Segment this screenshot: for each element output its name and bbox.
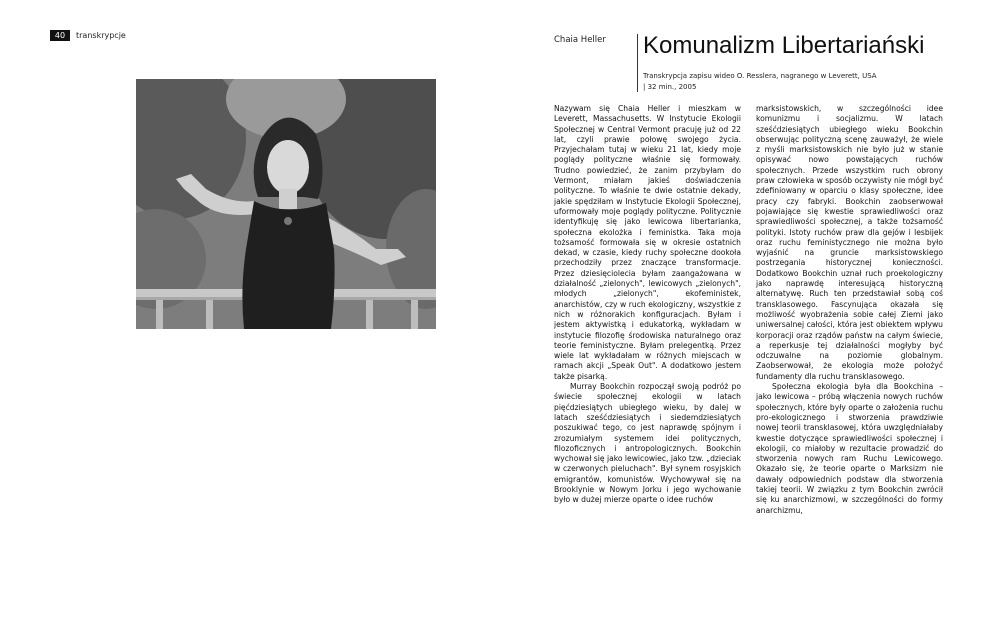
- subtitle-line: Transkrypcja zapisu wideo O. Resslera, nagranego w Leverett, USA: [643, 72, 877, 80]
- title-divider: [637, 34, 638, 92]
- article-author: Chaia Heller: [554, 35, 606, 45]
- article-subtitle: [643, 71, 877, 93]
- page-number: 40: [50, 30, 70, 41]
- portrait-photo: [136, 79, 436, 329]
- paragraph: Społeczna ekologia była dla Bookchina – jako lewicowa – próbą włączenia nowych ruchów społecznych, które były oparte o założenia ruchu pro-ekologicznego i stworzenia prawdziwie nowej teorii transklasowej, która uwzględniałaby kwestie dotyczące sprawiedliwości społecznej i ekologii, co miałoby w rezultacie prowadzić do stworzenia nowych ram Ruchu Lewicowego. Okazało się, że teorie oparte o Marksizm nie dawały odpowiednich podstaw dla stworzenia takiej teorii. W związku z tym Bookchin zwrócił się ku anarchizmowi, w szczególności do formy anarchizmu,: [756, 382, 943, 515]
- text-column-right: [756, 104, 943, 516]
- subtitle-line: | 32 min., 2005: [643, 83, 697, 91]
- paragraph: Murray Bookchin rozpoczął swoją podróż po świecie społecznej ekologii w latach pięćdziesiątych ubiegłego wieku, by dalej w latach sześćdziesiątych i siedemdziesiątych poszukiwać tego, co jest naprawdę spójnym i zrozumiałym systemem idei politycznych, filozoficznych i antropologicznych. Bookchin wychował się jako lewicowiec, jako tzw. „dzieciak w czerwonych pieluchach". Był synem rosyjskich emigrantów, komunistów. Wychowywał się na Brooklynie w Nowym Jorku i jego wychowanie było w dużej mierze oparte o idee ruchów: [554, 382, 741, 505]
- paragraph: marksistowskich, w szczególności idee komunizmu i socjalizmu. W latach sześćdziesiątych ubiegłego wieku Bookchin obserwując polityczną scenę zauważył, że wiele z myśli marksistowskich nie było już w stanie opisywać nowo powstających ruchów społecznych. Przede wszystkim ruch obrony praw człowieka w sposób oczywisty nie mógł być zdefiniowany w oparciu o klasy społeczne, idee pracy czy fabryki. Bookchin zaobserwował pojawiające się kwestie sprawiedliwości oraz sprawiedliwości społecznej, a także tożsamość polityki. Istoty ruchów praw dla gejów i lesbijek oraz ruchu feministycznego nie można było wyjaśnić na gruncie marksistowskiego postrzegania historycznej konieczności. Dodatkowo Bookchin uznał ruch proekologiczny jako naprawdę interesującą historyczną alternatywę. Ruch ten przedstawiał sobą coś transklasowego. Fascynująca okazała się możliwość wyobrażenia sobie całej Ziemi jako uniwersalnej całości, która jest obiektem wpływu korporacji oraz rządów państw na całym świecie, a reperkusje tej działalności mogłyby być odczuwalne na poziomie globalnym. Zaobserwował, że ekologia może położyć fundamenty dla ruchu transklasowego.: [756, 104, 943, 381]
- portrait-photo-icon: [136, 79, 436, 329]
- section-label: transkrypcje: [76, 31, 126, 40]
- text-column-left: [554, 104, 741, 506]
- paragraph: Nazywam się Chaia Heller i mieszkam w Leverett, Massachusetts. W Instytucie Ekologii Społecznej w Central Vermont pracuję już od 22 lat, czyli prawie połowę swojego życia. Przyjechałam tutaj w wieku 21 lat, kiedy moje poglądy polityczne właśnie się formowały. Trudno powiedzieć, że zanim przybyłam do Vermont, miałam jakieś doświadczenia polityczne. To właśnie te dwie ostatnie dekady, jakie spędziłam w Instytucie Ekologii Społecznej, uformowały moje poglądy polityczne. Politycznie identyfikuję się jako lewicowa libertarianka, społeczna ekolożka i feministka. Taka moja tożsamość formowała się w okresie ostatnich dekad, w czasie, kiedy ruchy społeczne dookoła przechodziły przez znaczące transformacje. Przez dziesięciolecia byłam zaangażowana w działalność „zielonych", lewicowych „zielonych", młodych „zielonych", ekofeministek, anarchistów, czy w ruch ekologiczny, wszystkie z nich w różnorakich konfiguracjach. Byłam i jestem aktywistką i edukatorką, wykładam w instytucie filozofię środowiska naturalnego oraz teorie feministyczne. Byłam prelegentką. Przez wiele lat wykładałam w różnych miejscach w ramach akcji „Speak Out". A dodatkowo jestem także pisarką.: [554, 104, 741, 381]
- article-title: Komunalizm Libertariański: [643, 32, 925, 59]
